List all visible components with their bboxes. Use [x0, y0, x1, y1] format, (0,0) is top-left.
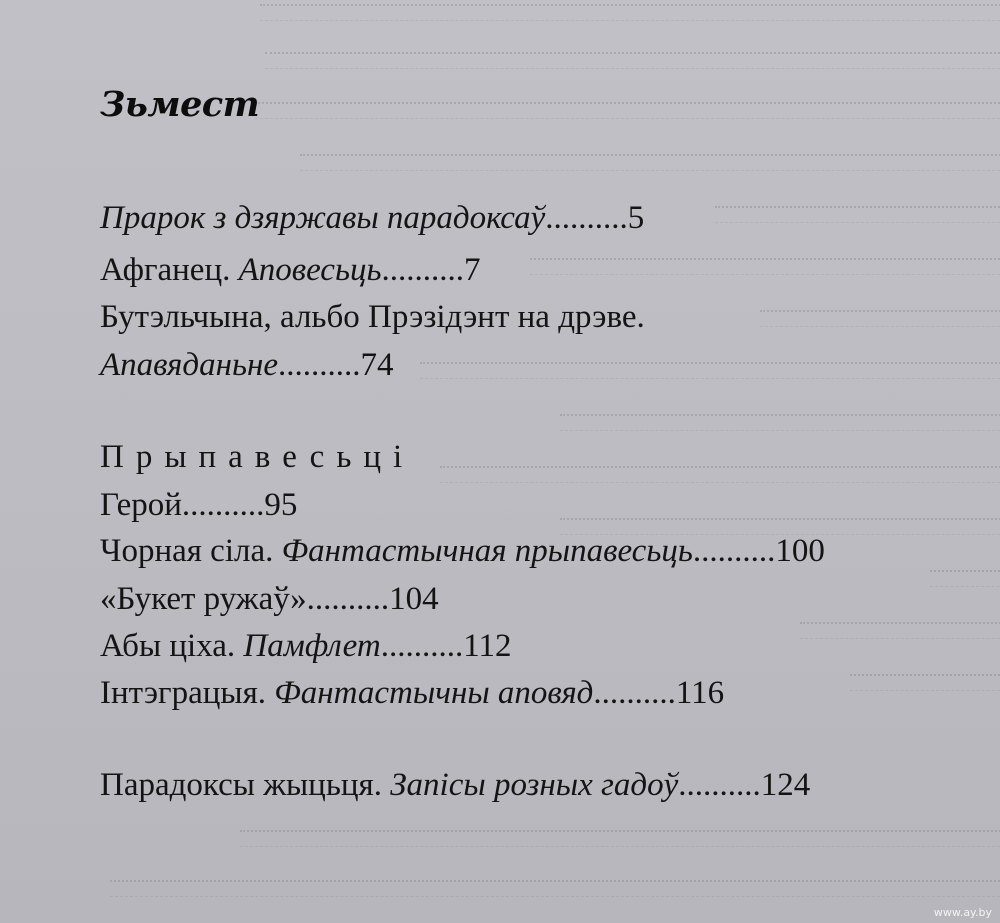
toc-entry-subtitle: Аповесьць	[238, 252, 382, 288]
toc-entry-subtitle: Фантастычны аповяд	[274, 675, 594, 711]
toc-entry-leader: ..........	[545, 200, 628, 236]
toc-entry	[100, 198, 644, 238]
toc-entry-page: 100	[775, 533, 825, 569]
toc-entry	[100, 765, 810, 805]
site-watermark: www.ay.by	[933, 906, 992, 919]
toc-entry-title: Парадоксы жыцьця.	[100, 767, 382, 803]
toc-entry-title: Афганец.	[100, 252, 231, 288]
toc-entry-title: Герой	[100, 487, 182, 523]
toc-entry-page: 112	[463, 628, 512, 664]
toc-entry-page: 104	[389, 581, 439, 617]
toc-entry-page: 124	[760, 767, 811, 803]
toc-entry-page: 5	[627, 200, 645, 236]
toc-entry-page: 74	[360, 347, 394, 383]
toc-entry-title: Чорная сіла.	[100, 533, 274, 569]
appendix-heading: Прыпавесьці	[100, 439, 415, 475]
toc-entry-subtitle: Фантастычная прыпавесьць	[281, 533, 693, 569]
toc-entry-subtitle: Апавяданьне	[100, 347, 278, 383]
toc-entry-subtitle: Запісы розных гадоў	[390, 767, 679, 803]
toc-entry-page: 7	[464, 252, 481, 288]
toc-entry-leader: ..........	[692, 533, 776, 569]
toc-entry	[100, 485, 297, 525]
toc-entry-page: 95	[264, 487, 298, 523]
toc-entry-page: 116	[675, 675, 725, 711]
toc-entry-leader: ..........	[181, 487, 265, 523]
toc-entry-continuation	[100, 345, 394, 385]
toc-entry	[100, 626, 511, 666]
toc-entry-title: Прарок з дзяржавы парадоксаў	[100, 200, 546, 236]
toc-entry	[100, 673, 724, 713]
toc-entry-leader: ..........	[678, 767, 761, 803]
toc-entry-leader: ..........	[593, 675, 676, 711]
toc-entry-title: Бутэльчына, альбо Прэзідэнт на дрэве.	[100, 299, 645, 335]
toc-entry-leader: ..........	[278, 347, 361, 383]
toc-entry	[100, 297, 645, 337]
toc-entry	[100, 250, 481, 290]
toc-entry-title: Інтэграцыя.	[100, 675, 266, 711]
toc-entry-subtitle: Памфлет	[243, 628, 381, 664]
contents-heading: Зьмест	[100, 84, 260, 125]
toc-entry	[100, 579, 439, 619]
toc-entry-leader: ..........	[306, 581, 390, 617]
toc-entry-title: Абы ціха.	[100, 628, 236, 664]
toc-entry	[100, 531, 825, 571]
toc-entry-leader: ..........	[380, 628, 464, 664]
toc-entry-leader: ..........	[381, 252, 464, 288]
toc-entry-title: «Букет ружаў»	[100, 581, 307, 617]
